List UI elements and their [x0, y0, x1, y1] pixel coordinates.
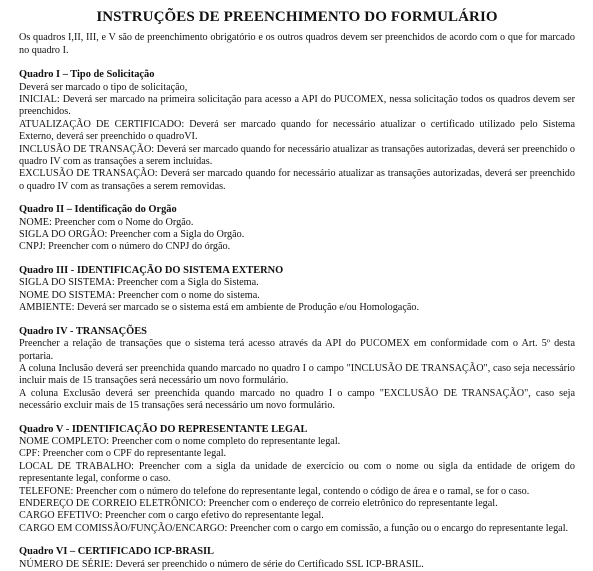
section-title: Quadro II – Identificação do Orgão [19, 204, 177, 216]
page-title: INSTRUÇÕES DE PREENCHIMENTO DO FORMULÁRIO [96, 9, 498, 25]
section-line: TELEFONE: Preencher com o número do telefone do representante legal, contendo o código de área e o ramal, se for o caso. [19, 485, 530, 497]
section-quadro-ii [19, 204, 575, 254]
intro-paragraph: Os quadros I,II, III, e V são de preenchimento obrigatório e os outros quadros devem ser preenchidos de acordo com o que for marcado no quadro I. [19, 32, 575, 56]
section-line: NOME DO SISTEMA: Preencher com o nome do sistema. [19, 289, 260, 301]
section-quadro-iv [19, 326, 575, 413]
section-line: A coluna Inclusão deverá ser preenchida quando marcado no quadro I o campo "INCLUSÃO DE TRANSAÇÃO", caso seja necessário incluir mais de 15 transações será necessário um novo formulário. [19, 362, 575, 387]
section-line: CNPJ: Preencher com o número do CNPJ do órgão. [19, 241, 231, 253]
section-line: EXCLUSÃO DE TRANSAÇÃO: Deverá ser marcado quando for necessário atualizar as transações autorizadas, deverá ser preenchido o quadro IV com as transações a serem removidas. [19, 168, 575, 192]
section-line: Deverá ser marcado o tipo de solicitação, [19, 81, 188, 93]
section-title: Quadro VI – CERTIFICADO ICP-BRASIL [19, 546, 214, 558]
section-line: AMBIENTE: Deverá ser marcado se o sistema está em ambiente de Produção e/ou Homologação. [19, 302, 420, 314]
section-title: Quadro IV - TRANSAÇÕES [19, 325, 147, 337]
section-quadro-iii [19, 265, 575, 315]
section-line: ATUALIZAÇÃO DE CERTIFICADO: Deverá ser marcado quando for necessário atualizar o certificado utilizado pelo Sistema Externo, deverá ser preenchido o quadroVI. [19, 118, 575, 143]
section-line: A coluna Exclusão deverá ser preenchida quando marcado no quadro I o campo "EXCLUSÃO DE TRANSAÇÃO", caso seja necessário excluir mais de 15 transações será necessário um novo formulário. [19, 387, 575, 412]
section-line: NOME: Preencher com o Nome do Orgão. [19, 216, 194, 228]
section-line: ENDEREÇO DE CORREIO ELETRÔNICO: Preencher com o endereço de correio eletrônico do representante legal. [19, 498, 498, 510]
section-line: LOCAL DE TRABALHO: Preencher com a sigla da unidade de exercício ou com o nome ou sigla da entidade de origem do representante legal, conforme o caso. [19, 460, 575, 485]
section-title: Quadro III - IDENTIFICAÇÃO DO SISTEMA EXTERNO [19, 264, 284, 276]
section-line: Preencher a relação de transações que o sistema terá acesso através da API do PUCOMEX em conformidade com o Art. 5º desta portaria. [19, 338, 575, 362]
section-quadro-i [19, 69, 575, 193]
section-line: SIGLA DO ORGÃO: Preencher com a Sigla do Orgão. [19, 229, 245, 241]
section-title: Quadro I – Tipo de Solicitação [19, 69, 155, 80]
section-line: CPF: Preencher com o CPF do representante legal. [19, 448, 227, 460]
section-quadro-v [19, 424, 575, 536]
section-line: NOME COMPLETO: Preencher com o nome completo do representante legal. [19, 436, 341, 448]
section-line: NÚMERO DE SÉRIE: Deverá ser preenchido o número de série do Certificado SSL ICP-BRASIL. [19, 558, 424, 570]
section-line: INICIAL: Deverá ser marcado na primeira solicitação para acesso a API do PUCOMEX, nessa solicitação todos os quadros devem ser preenchidos. [19, 93, 575, 118]
section-line: CARGO EM COMISSÃO/FUNÇÃO/ENCARGO: Preencher com o cargo em comissão, a função ou o encargo do representante legal. [19, 522, 569, 534]
section-line: CARGO EFETIVO: Preencher com o cargo efetivo do representante legal. [19, 510, 324, 522]
section-quadro-vi [19, 546, 575, 571]
section-line: INCLUSÃO DE TRANSAÇÃO: Deverá ser marcado quando for necessário atualizar as transações autorizadas, deverá ser preenchido o quadro IV com as transações a serem incluídas. [19, 143, 575, 167]
section-line: SIGLA DO SISTEMA: Preencher com a Sigla do Sistema. [19, 277, 259, 289]
section-title: Quadro V - IDENTIFICAÇÃO DO REPRESENTANTE LEGAL [19, 423, 308, 435]
